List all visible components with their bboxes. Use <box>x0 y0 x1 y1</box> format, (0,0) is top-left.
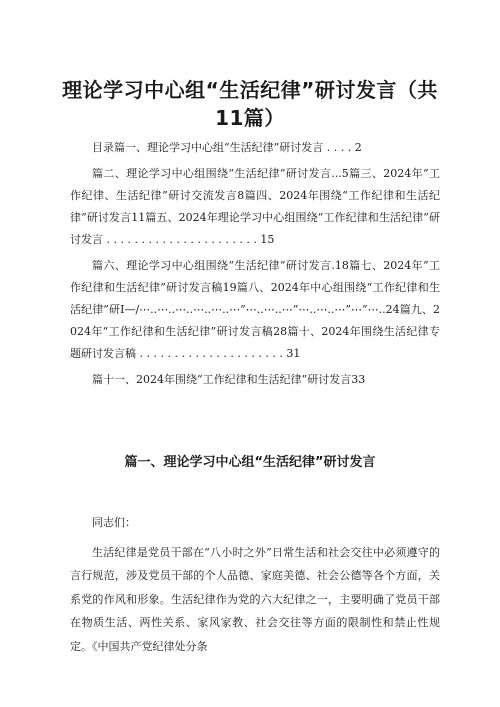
toc-entry: 目录篇一、理论学习中心组“生活纪律”研讨发言 . . . . 2 <box>92 141 362 154</box>
document-body <box>70 511 440 658</box>
toc-entry: 篇二、理论学习中心组围绕“生活纪律”研讨发言...5篇三、2024年“工作纪律、生活纪律”研讨交流发言8篇四、2024年围绕“工作纪律和生活纪律”研讨发言11篇五、2024年理论学习中心组围绕“工作纪律和生活纪律”研讨发言 . . . . . . . . . . . . . . . . . . . . . . 15 <box>70 167 440 246</box>
toc-entry: 篇十一、2024年围绕“工作纪律和生活纪律”研讨发言33 <box>92 373 366 386</box>
document-title: 理论学习中心组“生活纪律”研讨发言（共11篇） <box>62 78 438 130</box>
body-paragraph: 生活纪律是党员干部在“八小时之外”日常生活和社会交往中必须遵守的言行规范，涉及党员干部的个人品德、家庭美德、社会公德等各个方面，关系党的作风和形象。生活纪律作为党的六大纪律之一，主要明确了党员干部在物质生活、两性关系、家风家教、社会交往等方面的限制性和禁止性规定。《中国共产党纪律处分条 <box>70 545 440 653</box>
salutation: 同志们： <box>92 516 136 529</box>
table-of-contents <box>70 137 440 391</box>
section-heading: 篇一、理论学习中心组“生活纪律”研讨发言 <box>124 455 376 470</box>
toc-entry: 篇六、理论学习中心组围绕“生活纪律”研讨发言.18篇七、2024年“工作纪律和生活纪律”研讨发言稿19篇八、2024年中心组围绕“工作纪律和生活纪律”研I—/⋯..⋯..⋯..⋯..⋯..⋯”⋯..⋯..⋯”⋯..⋯..⋯”⋯”⋯..24篇九、2024年“工作纪律和生活纪律”研讨发言稿28篇十、2024年围绕生活纪律专题研讨发言稿 . . . . . . . . . . . . . . . . . . . . . 31 <box>70 259 440 360</box>
